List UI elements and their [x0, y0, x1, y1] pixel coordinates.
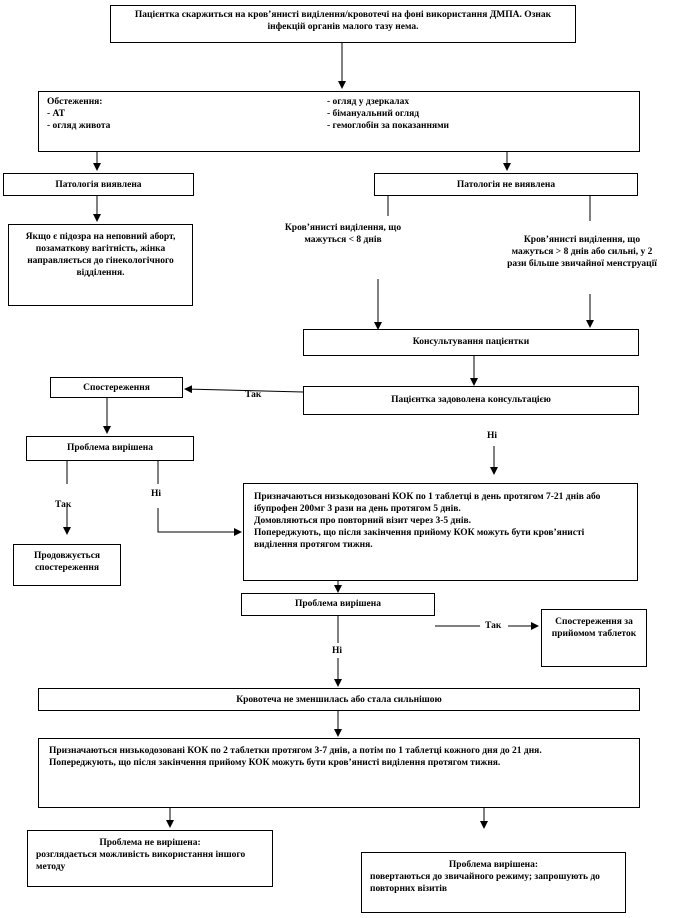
not-decreasing-text: Кровотеча не зменшилась або стала сильнішою — [236, 695, 442, 705]
problem-solved-1-node — [26, 436, 194, 461]
satisfied-text: Пацієнтка задоволена консультацією — [391, 395, 551, 405]
problem-unsolved-node — [27, 830, 273, 887]
no-label-2: Ні — [151, 489, 162, 499]
problem-solved-final-title: Проблема вирішена: — [448, 860, 539, 870]
problem-solved-final-body: повертаються до звичайного режиму; запрошують до повторних візитів — [370, 872, 600, 894]
exam-node — [38, 91, 640, 152]
start-text: Пацієнтка скаржиться на кров’янисті виділення/кровотечі на фоні використання ДМПА. Ознак інфекцій органів малого тазу нема. — [134, 10, 552, 32]
pathology-found-node — [3, 173, 194, 196]
not-decreasing-node — [38, 688, 640, 711]
counselling-node — [303, 329, 639, 356]
treatment-2-line-2: Попереджують, що після закінчення прийому КОК можуть бути кров’янисті виділення протягом тижня. — [49, 758, 501, 768]
observation-1-node — [50, 377, 183, 398]
continue-observation-text: Продовжується спостереження — [33, 551, 101, 573]
observation-2-text: Спостереження за прийомом таблеток — [551, 617, 637, 639]
treatment-1-line-1: Призначаються низькодозовані КОК по 1 таблетці в день протягом 7-21 днів або ібупрофен 200мг 3 рази на день протягом 5 днів. — [254, 492, 601, 514]
treatment-1-node — [243, 483, 638, 581]
exam-title: Обстеження: — [47, 97, 103, 107]
referral-text: Якщо є підозра на неповний аборт, позаматкову вагітність, жінка направляється до гінекологічного відділення. — [25, 232, 176, 278]
treatment-1-line-2: Домовляються про повторний візит через 3-5 днів. — [254, 516, 471, 526]
pathology-found-text: Патологія виявлена — [55, 180, 142, 190]
problem-solved-2-text: Проблема вирішена — [294, 599, 381, 609]
exam-item-bp: - АТ — [47, 109, 65, 119]
problem-solved-2-node — [241, 593, 435, 616]
exam-item-abdomen: - огляд живота — [47, 121, 111, 131]
problem-solved-1-text: Проблема вирішена — [66, 443, 153, 453]
treatment-2-node — [38, 738, 640, 808]
treatment-1-line-3: Попереджують, що після закінчення прийому КОК можуть бути кров’янисті виділення протягом тижня. — [254, 528, 585, 550]
observation-1-text: Спостереження — [83, 383, 150, 393]
long-bleeding-label — [503, 234, 661, 270]
short-bleeding-text: Кров’янисті виділення, що мажуться < 8 днів — [284, 223, 402, 245]
problem-solved-final-node — [361, 852, 626, 913]
problem-unsolved-title: Проблема не вирішена: — [99, 838, 201, 848]
counselling-text: Консультування пацієнтки — [412, 337, 530, 347]
problem-unsolved-body: розглядається можливість використання іншого методу — [36, 850, 246, 872]
no-label-1: Ні — [487, 431, 498, 441]
no-label-3: Ні — [332, 646, 343, 656]
yes-label-2: Так — [55, 500, 72, 510]
long-bleeding-text: Кров’янисті виділення, що мажуться > 8 днів або сильні, у 2 рази більше звичайної менструації — [507, 235, 657, 269]
yes-label-3: Так — [485, 621, 502, 631]
short-bleeding-label — [278, 222, 408, 246]
arrow-solved1-to-treatment1 — [158, 508, 241, 532]
referral-node — [8, 224, 193, 306]
exam-item-speculum: - огляд у дзеркалах — [327, 97, 410, 107]
pathology-not-found-node — [374, 173, 638, 196]
observation-2-node — [541, 609, 647, 667]
start-node — [110, 5, 576, 43]
yes-label-1: Так — [245, 390, 262, 400]
continue-observation-node — [13, 544, 121, 586]
arrow-satisfied-to-observation — [185, 389, 303, 392]
treatment-2-line-1: Призначаються низькодозовані КОК по 2 таблетки протягом 3-7 днів, а потім по 1 таблетці кожного дня до 21 дня. — [49, 746, 542, 756]
satisfied-node — [303, 386, 639, 415]
pathology-not-found-text: Патологія не виявлена — [456, 180, 556, 190]
exam-item-hemoglobin: - гемоглобін за показаннями — [327, 121, 450, 131]
exam-item-bimanual: - бімануальний огляд — [327, 109, 420, 119]
